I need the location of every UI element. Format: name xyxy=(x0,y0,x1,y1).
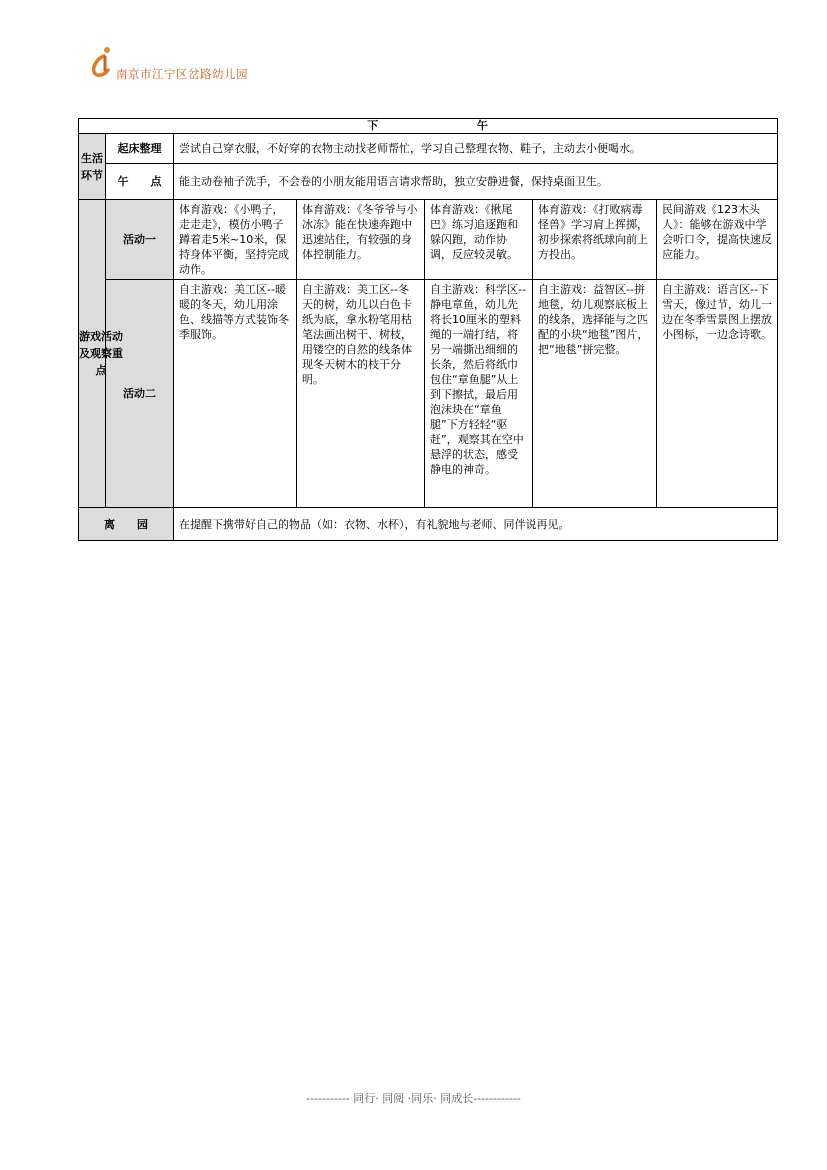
activity-two-cell: 自主游戏：益智区--拼地毯，幼儿观察底板上的线条，选择能与之匹配的小块“地毯”图片，把“地毯”拼完整。 xyxy=(533,280,657,508)
life-row-snack xyxy=(79,164,778,200)
wakeup-content: 尝试自己穿衣服，不好穿的衣物主动找老师帮忙，学习自己整理衣物、鞋子，主动去小便喝水。 xyxy=(174,134,778,164)
activity-two-label: 活动二 xyxy=(106,280,174,508)
activity-one-label: 活动一 xyxy=(106,200,174,280)
table-header-row xyxy=(79,119,778,134)
leave-label: 离 园 xyxy=(79,508,174,541)
header-char-2: 午 xyxy=(476,119,489,132)
wakeup-label: 起床整理 xyxy=(106,134,174,164)
life-row-wakeup xyxy=(79,134,778,164)
leave-row xyxy=(79,508,778,541)
activity-two-cell: 自主游戏：美工区--暖暖的冬天，幼儿用涂色、线描等方式装饰冬季服饰。 xyxy=(174,280,297,508)
schedule-table xyxy=(78,118,778,541)
afternoon-header xyxy=(79,119,778,134)
game-section-label xyxy=(79,200,123,508)
activity-two-cell: 自主游戏：美工区--冬天的树，幼儿以白色卡纸为底，拿水粉笔用枯笔法画出树干、树枝，用镂空的自然的线条体现冬天树木的枝干分明。 xyxy=(297,280,425,508)
activity-one-cell: 体育游戏：《冬爷爷与小冰冻》能在快速奔跑中迅速站住，有较强的身体控制能力。 xyxy=(297,200,425,280)
activity-one-cell: 体育游戏：《打败病毒怪兽》学习肩上挥掷，初步探索将纸球向前上方投出。 xyxy=(533,200,657,280)
snack-content: 能主动卷袖子洗手，不会卷的小朋友能用语言请求帮助，独立安静进餐，保持桌面卫生。 xyxy=(174,164,778,200)
kindergarten-logo-icon xyxy=(88,44,118,80)
page-header xyxy=(88,44,388,84)
page-footer: ----------- 同行· 同阅 ·同乐· 同成长------------ xyxy=(306,1092,521,1105)
activity-one-cell: 体育游戏：《揪尾巴》练习追逐跑和躲闪跑，动作协调，反应较灵敏。 xyxy=(425,200,533,280)
activity-two-row xyxy=(79,280,778,508)
snack-label: 午 点 xyxy=(106,164,174,200)
header-char-1: 下 xyxy=(367,119,380,132)
activity-two-cell: 自主游戏：科学区--静电章鱼，幼儿先将长10厘米的塑料绳的一端打结，将另一端撕出细细的长条，然后将纸巾包住“章鱼腿”从上到下擦拭，最后用泡沫块在“章鱼腿”下方轻轻“驱赶”，观察其在空中悬浮的状态，感受静电的神奇。 xyxy=(425,280,533,508)
activity-one-cell: 体育游戏：《小鸭子，走走走》，模仿小鸭子蹲着走5米~10米，保持身体平衡，坚持完成动作。 xyxy=(174,200,297,280)
school-name: 南京市江宁区岔路幼儿园 xyxy=(116,67,248,81)
leave-content: 在提醒下携带好自己的物品（如：衣物、水杯），有礼貌地与老师、同伴说再见。 xyxy=(174,508,778,541)
activity-one-row xyxy=(79,200,778,280)
activity-one-cell: 民间游戏《123木头人》：能够在游戏中学会听口令，提高快速反应能力。 xyxy=(657,200,778,280)
life-section-label: 生活环节 xyxy=(79,134,106,200)
activity-two-cell: 自主游戏：语言区--下雪天，像过节，幼儿一边在冬季雪景图上摆放小图标，一边念诗歌。 xyxy=(657,280,778,508)
game-section-label-text: 游戏活动及观察重点 xyxy=(79,330,123,377)
